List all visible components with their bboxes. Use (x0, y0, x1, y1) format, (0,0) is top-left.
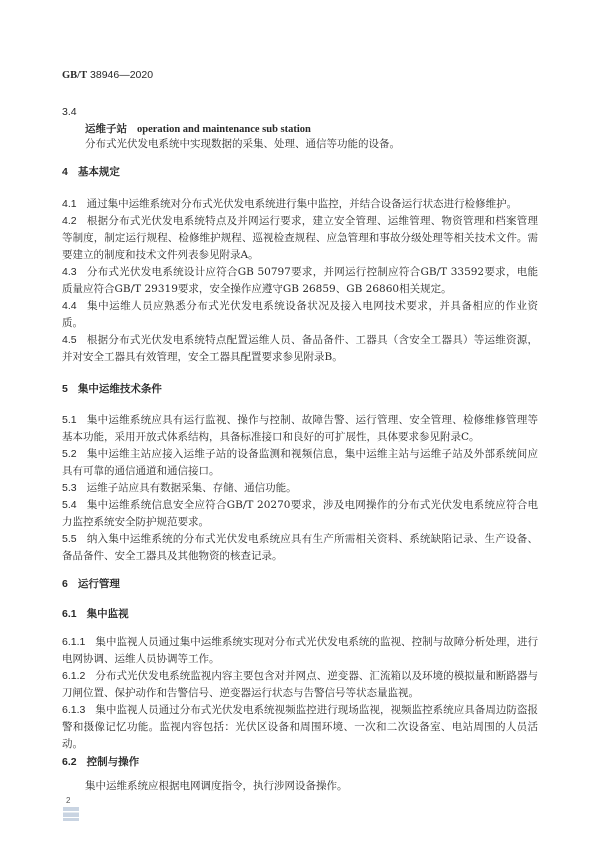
clause-number: 6.1.1 (62, 636, 86, 648)
clause (62, 634, 538, 668)
clause (62, 480, 538, 497)
section-number: 6.2 (62, 756, 77, 768)
section-title: 控制与操作 (86, 756, 140, 768)
subsection-heading-6-2 (62, 754, 538, 771)
clause (62, 412, 538, 446)
clause-number: 4.4 (62, 300, 77, 312)
clause-text: 通过集中运维系统对分布式光伏发电系统进行集中监控，并结合设备运行状态进行检修维护。 (86, 198, 518, 210)
std-number: 38946—2020 (90, 69, 154, 81)
clause-number: 3.4 (62, 106, 77, 118)
term-definition: 分布式光伏发电系统中实现数据的采集、处理、通信等功能的设备。 (85, 138, 400, 150)
paragraph: 集中运维系统应根据电网调度指令，执行涉网设备操作。 (85, 780, 348, 792)
clause (62, 264, 538, 298)
clause (62, 213, 538, 264)
clause-number: 4.1 (62, 198, 77, 210)
clause (62, 298, 538, 332)
clause-text: 根据分布式光伏发电系统特点及并网运行要求，建立安全管理、运维管理、物资管理和档案管理等制度，制定运行规程、检修维护规程、巡视检查规程、应急管理和事故分级处理等相关技术文件。需要建立的制度和技术文件列表参见附录A。 (62, 215, 538, 261)
section-title: 集中运维技术条件 (77, 383, 162, 395)
clause (62, 497, 538, 531)
term-en: operation and maintenance sub station (137, 124, 311, 135)
section-number: 6.1 (62, 608, 77, 620)
clause (62, 332, 538, 366)
page-number: 2 (66, 796, 71, 805)
clause-text: 集中运维系统应具有运行监视、操作与控制、故障告警、运行管理、安全管理、检修维修管理等基本功能，采用开放式体系结构，具备标准接口和良好的可扩展性，具体要求参见附录C。 (62, 414, 538, 443)
clause-number: 6.1.3 (62, 704, 86, 716)
section-number: 4 (62, 166, 68, 178)
clause-text: 集中监视人员通过集中运维系统实现对分布式光伏发电系统的监视、控制与故障分析处理，进行电网协调、运维人员协调等工作。 (62, 636, 538, 665)
publisher-logo-icon (63, 807, 79, 821)
clause-text: 分布式光伏发电系统监视内容主要包含对并网点、逆变器、汇流箱以及环境的模拟量和断路器与刀闸位置、保护动作和告警信号、逆变器运行状态与告警信号等状态量监视。 (62, 670, 538, 699)
clause (62, 446, 538, 480)
clause-number: 5.3 (62, 482, 77, 494)
section-heading-5 (62, 381, 538, 398)
section-title: 基本规定 (77, 166, 120, 178)
section-number: 6 (62, 578, 68, 590)
clause-number: 4.5 (62, 334, 77, 346)
clause (62, 702, 538, 753)
section-title: 运行管理 (77, 578, 120, 590)
clause-number: 6.1.2 (62, 670, 86, 682)
clause-text: 集中监视人员通过分布式光伏发电系统视频监控进行现场监视，视频监控系统应具备周边防盗报警和摄像记忆功能。监视内容包括：光伏区设备和周围环境、一次和二次设备室、电站周围的人员活动。 (62, 704, 538, 750)
clause-number: 4.2 (62, 215, 77, 227)
clause (62, 668, 538, 702)
term-zh: 运维子站 (85, 123, 127, 135)
section-number: 5 (62, 383, 68, 395)
clause-text: 集中运维人员应熟悉分布式光伏发电系统设备状况及接入电网技术要求，并具备相应的作业资质。 (62, 300, 538, 329)
clause-number: 4.3 (62, 266, 77, 278)
term-number (62, 104, 538, 121)
clause-text: 分布式光伏发电系统设计应符合GB 50797要求，并网运行控制应符合GB/T 33592要求，电能质量应符合GB/T 29319要求，安全操作应遵守GB 26859、GB 26860相关规定。 (62, 266, 538, 295)
clause-text: 运维子站应具有数据采集、存储、通信功能。 (86, 482, 297, 494)
clause (62, 196, 538, 213)
std-prefix: GB/T (62, 70, 88, 81)
clause-number: 5.2 (62, 448, 77, 460)
clause (62, 531, 538, 565)
clause-number: 5.4 (62, 499, 77, 511)
clause-number: 5.5 (62, 533, 77, 545)
clause-text: 集中运维主站应接入运维子站的设备监测和视频信息，集中运维主站与运维子站及外部系统间应具有可靠的通信通道和通信接口。 (62, 448, 538, 477)
section-title: 集中监视 (86, 608, 129, 620)
standard-header (62, 69, 153, 81)
clause-number: 5.1 (62, 414, 77, 426)
subsection-heading-6-1 (62, 606, 538, 623)
clause-text: 集中运维系统信息安全应符合GB/T 20270要求，涉及电网操作的分布式光伏发电系统应符合电力监控系统安全防护规范要求。 (62, 499, 538, 528)
section-heading-6 (62, 576, 538, 593)
clause-text: 纳入集中运维系统的分布式光伏发电系统应具有生产所需相关资料、系统缺陷记录、生产设备、备品备件、安全工器具及其他物资的核查记录。 (62, 533, 538, 562)
clause-text: 根据分布式光伏发电系统特点配置运维人员、备品备件、工器具（含安全工器具）等运维资源，并对安全工器具有效管理，安全工器具配置要求参见附录B。 (62, 334, 538, 363)
section-heading-4 (62, 164, 538, 181)
